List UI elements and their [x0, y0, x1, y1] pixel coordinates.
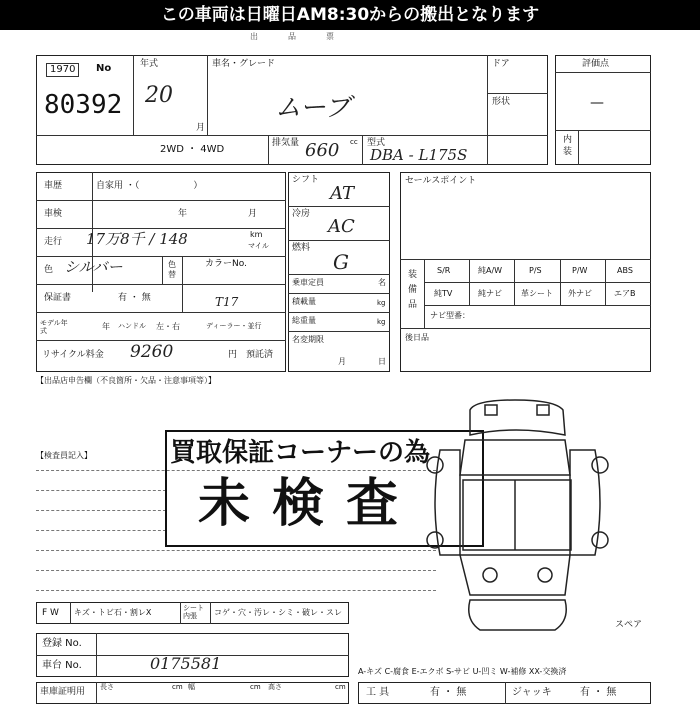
spare-label: スペア	[615, 620, 643, 630]
load-kg-unit: kg	[377, 299, 386, 307]
fuel-label: 燃料	[292, 243, 311, 253]
length-cm-unit: cm	[172, 683, 183, 691]
name-change-day-unit: 日	[378, 357, 386, 366]
lot-no-label: No	[96, 63, 112, 74]
tools-value: 有 ・ 無	[430, 687, 467, 698]
ac-label: 冷房	[292, 209, 311, 219]
equipment-item-airbag: エアB	[614, 289, 636, 298]
recycle-value: 9260	[130, 342, 174, 362]
rating-label: 評価点	[582, 59, 610, 69]
sheet-text: コゲ・穴・汚レ・シミ・破レ・スレ	[214, 608, 342, 617]
capacity-unit: 名	[378, 278, 386, 287]
car-damage-diagram	[415, 395, 620, 640]
equipment-item-tv: 純TV	[434, 289, 453, 298]
notice-banner: この車両は日曜日AM8:30からの搬出となります	[0, 0, 700, 30]
door-label: ドア	[492, 59, 510, 69]
jack-label: ジャッキ	[512, 687, 552, 698]
year-label: 年式	[140, 59, 159, 69]
displacement-value: 660	[305, 140, 340, 161]
rating-value: —	[590, 95, 604, 111]
weight-label: 総重量	[292, 316, 316, 325]
dealer-label: ディーラー・並行	[206, 322, 262, 330]
handle-value: 左・右	[156, 322, 180, 331]
fuel-value: G	[333, 250, 349, 274]
color-no-value: T17	[215, 295, 239, 309]
equipment-item-sr: S/R	[437, 266, 451, 275]
recycle-label: リサイクル料金	[42, 350, 104, 360]
equipment-label: 装備品	[408, 270, 418, 310]
sheet-label: シート内張	[183, 604, 204, 620]
fw-label: F W	[42, 608, 59, 618]
lot-number: 80392	[44, 90, 123, 120]
cc-unit: cc	[350, 138, 358, 146]
km-unit: km	[250, 230, 263, 239]
shift-value: AT	[330, 183, 355, 204]
damage-legend: A-キズ C-腐食 E-エクボ S-サビ U-凹ミ W-補修 XX-交換済	[358, 667, 567, 676]
model-year-label: モデル年式	[40, 319, 68, 335]
history-value: 自家用 ・（ ）	[96, 181, 203, 191]
length-label: 長さ	[100, 683, 114, 691]
year-value: 20	[145, 83, 173, 108]
equipment-item-ps: P/S	[529, 266, 542, 275]
type-value: DBA - L175S	[370, 146, 468, 164]
color-label: 色	[44, 265, 54, 275]
stamp-bottom-text: 未検査	[198, 474, 421, 534]
shift-label: シフト	[292, 175, 320, 185]
navi-model-label: ナビ型番：	[430, 311, 470, 320]
displacement-label: 排気量	[272, 138, 300, 148]
month-suffix: 月	[196, 123, 206, 133]
garage-cert-label: 車庫証明用	[40, 687, 86, 697]
equipment-item-navi: 純ナビ	[478, 289, 502, 298]
recycle-note: 預託済	[246, 350, 274, 360]
interior-label: 内装	[563, 135, 573, 157]
history-label: 車歴	[44, 181, 63, 191]
stamp-top-text: 買取保証コーナーの為	[170, 438, 431, 468]
weight-kg-unit: kg	[377, 318, 386, 326]
model-year-unit: 年	[102, 322, 110, 331]
handle-label: ハンドル	[118, 322, 146, 330]
chassis-no-value: 0175581	[150, 654, 222, 673]
height-cm-unit: cm	[335, 683, 346, 691]
sales-point-label: セールスポイント	[405, 176, 477, 186]
reg-no-label: 登録 No.	[42, 638, 82, 649]
model-label: 車名・グレード	[212, 59, 276, 69]
width-cm-unit: cm	[250, 683, 261, 691]
jack-value: 有 ・ 無	[580, 687, 617, 698]
tools-label: 工 具	[366, 687, 390, 698]
capacity-label: 乗車定員	[292, 278, 324, 287]
drive-type: 2WD ・ 4WD	[160, 144, 225, 155]
recycle-unit: 円	[228, 350, 238, 360]
equipment-item-aw: 純A/W	[478, 266, 503, 275]
height-label: 高さ	[268, 683, 282, 691]
store-report-label: 【出品店申告欄（不良箇所・欠品・注意事項等）】	[36, 376, 216, 385]
name-change-month-unit: 月	[338, 357, 346, 366]
equipment-item-ext-navi: 外ナビ	[568, 289, 592, 298]
mile-unit: マイル	[248, 242, 269, 250]
equipment-item-leather: 革シート	[521, 289, 553, 298]
inspection-label: 車検	[44, 209, 63, 219]
inspection-month-unit: 月	[248, 209, 258, 219]
inspection-year-unit: 年	[178, 209, 188, 219]
equipment-item-abs: ABS	[617, 266, 633, 275]
model-value: ムーブ	[275, 93, 351, 123]
shape-label: 形状	[492, 97, 511, 107]
chassis-no-label: 車台 No.	[42, 660, 82, 671]
warranty-value: 有 ・ 無	[118, 293, 151, 303]
color-no-label: カラーNo.	[205, 259, 247, 269]
type-label: 型式	[367, 138, 386, 148]
fw-text: キズ・トビ石・割レX	[74, 608, 152, 617]
ac-value: AC	[328, 216, 355, 237]
lot-small-number: 1970	[46, 63, 79, 77]
rear-items-label: 後日品	[405, 333, 429, 342]
color-value: シルバー	[64, 258, 123, 276]
inspector-label: 【検査員記入】	[36, 451, 92, 460]
form-header-fragment: 出品票	[250, 32, 364, 41]
warranty-label: 保証書	[44, 293, 72, 303]
color-swap-label: 色替	[168, 260, 176, 279]
equipment-item-pw: P/W	[572, 266, 588, 275]
load-label: 積載量	[292, 297, 316, 306]
name-change-label: 名変期限	[292, 335, 324, 344]
mileage-label: 走行	[44, 237, 63, 247]
mileage-value: 17万8千 / 148	[86, 230, 188, 248]
width-label: 幅	[188, 683, 195, 691]
